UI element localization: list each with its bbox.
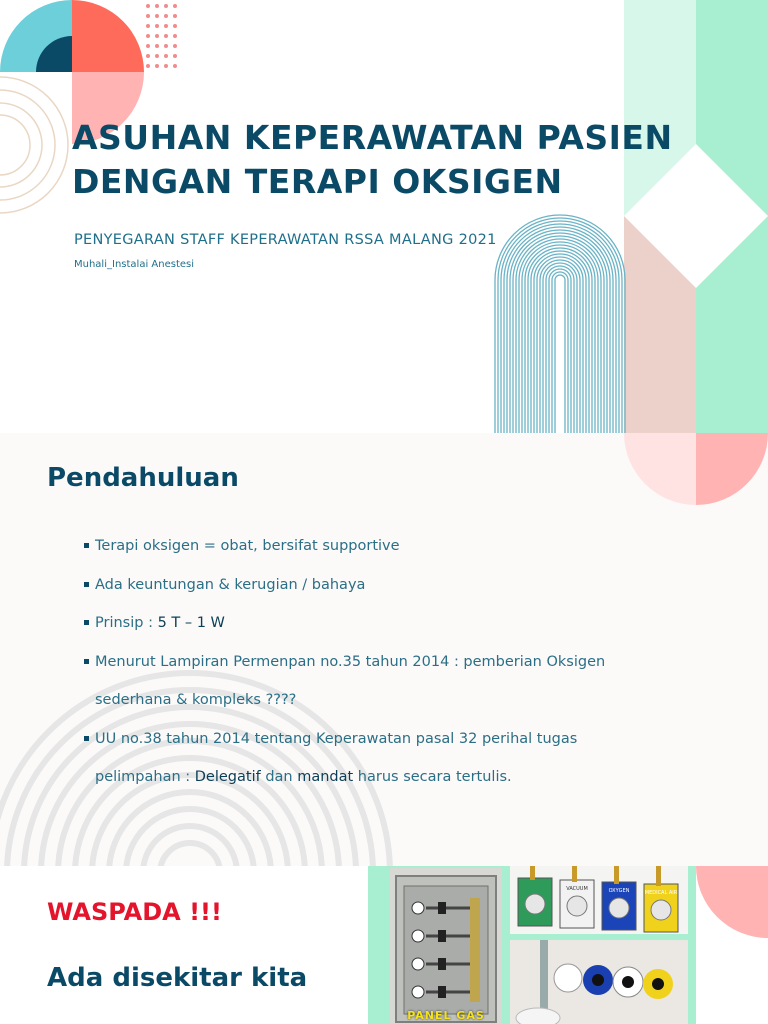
wall-valves-photo	[510, 866, 688, 934]
dot	[146, 34, 150, 38]
arch-stripe	[537, 257, 583, 433]
dot	[173, 54, 177, 58]
dot	[146, 64, 150, 68]
title-line-1: ASUHAN KEPERAWATAN PASIEN	[72, 118, 673, 157]
bullet-text: Menurut Lampiran Permenpan no.35 tahun 2014 : pemberian Oksigen	[95, 653, 606, 670]
dot	[146, 4, 150, 8]
bullet-text: UU no.38 tahun 2014 tentang Keperawatan pasal 32 perihal tugas	[95, 730, 578, 747]
valve-pipe	[656, 866, 661, 886]
dot	[173, 14, 177, 18]
dot	[164, 4, 168, 8]
presentation-subtitle: PENYEGARAN STAFF KEPERAWATAN RSSA MALANG 2021	[74, 232, 497, 248]
panel-gas-caption: PANEL GAS	[407, 1009, 485, 1022]
valve-pipe	[572, 866, 577, 882]
light-pink-quarter	[624, 433, 696, 505]
dot	[155, 34, 159, 38]
arch-stripe	[555, 275, 565, 433]
valve-label: MEDICAL AIR	[644, 890, 678, 896]
coral-quarter-circle	[72, 0, 144, 72]
bullet-item	[84, 720, 684, 797]
valve-pipe	[530, 866, 535, 880]
warning-heading: WASPADA !!!	[47, 898, 222, 926]
arch-stripe	[507, 227, 613, 433]
dot	[173, 64, 177, 68]
bullet-item	[84, 566, 684, 605]
principle-emphasis: 5 T – 1 W	[157, 615, 225, 631]
arch-stripe	[534, 254, 586, 433]
introduction-slide	[0, 433, 768, 866]
warning-slide	[0, 866, 768, 1024]
bullet-text-line	[95, 758, 684, 797]
valve-label: VACUUM	[566, 886, 588, 892]
dot	[164, 44, 168, 48]
dot	[173, 44, 177, 48]
dot	[146, 44, 150, 48]
dot	[155, 14, 159, 18]
arch-stripe	[504, 224, 616, 433]
valve-socket	[567, 896, 587, 916]
valve-socket	[609, 898, 629, 918]
gas-panel-photo	[390, 868, 502, 1024]
bullet-text: Terapi oksigen = obat, bersifat supportive	[95, 538, 400, 554]
flowmeter-photo	[510, 940, 688, 1024]
valve-label: OXYGEN	[608, 888, 630, 894]
dot	[164, 14, 168, 18]
arch-stripe	[546, 266, 574, 433]
gas-panel-illustration	[390, 868, 502, 1024]
bullet-text: dan	[260, 769, 298, 785]
valve-socket	[525, 894, 545, 914]
author-label: Muhali_Instalai Anestesi	[74, 259, 194, 270]
bullet-list	[84, 527, 684, 797]
striped-arch	[495, 215, 625, 433]
bullet-text: Ada keuntungan & kerugian / bahaya	[95, 576, 366, 593]
ring	[160, 843, 220, 866]
pink-quarter	[696, 433, 768, 505]
dot	[146, 14, 150, 18]
dot-pattern	[146, 4, 177, 68]
dot	[146, 54, 150, 58]
title-slide	[0, 0, 768, 433]
dot	[164, 34, 168, 38]
bullet-item	[84, 604, 684, 643]
valve-socket	[651, 900, 671, 920]
bullet-item	[84, 527, 684, 566]
bullet-text: sederhana & kompleks ????	[95, 692, 297, 708]
bullet-text: Prinsip :	[95, 615, 158, 631]
dot	[173, 34, 177, 38]
bullet-item	[84, 643, 684, 720]
valve-pipe	[614, 866, 619, 884]
around-us-heading: Ada disekitar kita	[47, 963, 308, 993]
delegatif-emphasis: Delegatif	[194, 769, 261, 785]
dot	[164, 24, 168, 28]
pink-quarter	[696, 866, 768, 938]
dot	[164, 64, 168, 68]
bullet-text: pelimpahan :	[95, 769, 195, 785]
dot	[173, 4, 177, 8]
dot	[173, 24, 177, 28]
concentric-arcs	[0, 77, 68, 213]
presentation-title	[72, 116, 732, 204]
mandat-emphasis: mandat	[297, 769, 354, 785]
title-slide-decorations	[0, 0, 768, 433]
arch-stripe	[543, 263, 577, 433]
title-line-2: DENGAN TERAPI OKSIGEN	[72, 162, 563, 201]
dot	[155, 4, 159, 8]
dot	[146, 24, 150, 28]
dot	[155, 44, 159, 48]
section-heading: Pendahuluan	[47, 463, 239, 493]
flowmeter-illustration	[510, 940, 688, 1024]
dot	[155, 24, 159, 28]
dot	[155, 54, 159, 58]
dot	[155, 64, 159, 68]
dot	[164, 54, 168, 58]
wall-valves-illustration	[510, 866, 688, 934]
bullet-text: harus secara tertulis.	[353, 769, 512, 785]
